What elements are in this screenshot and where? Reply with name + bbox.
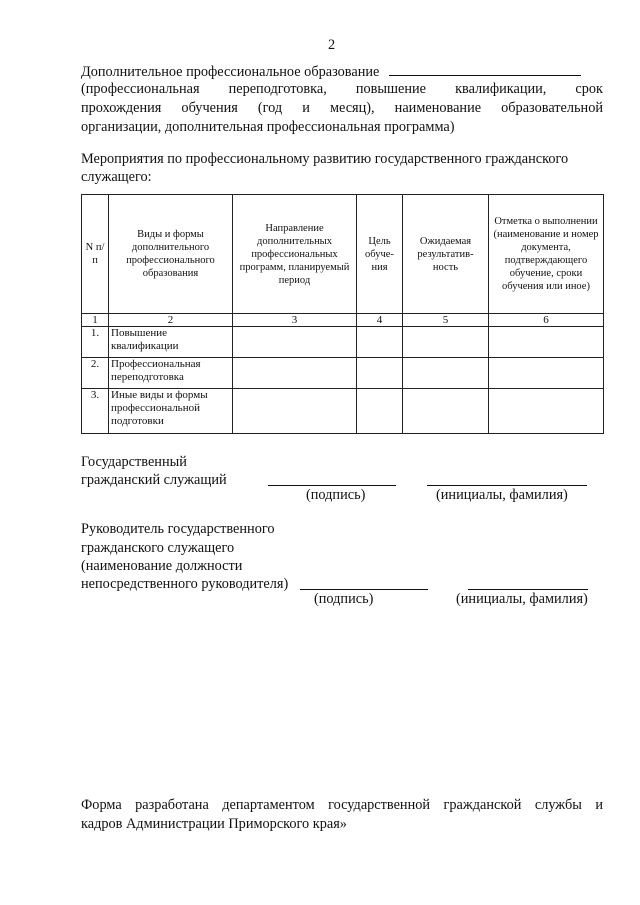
manager-label-line-1: Руководитель государственного <box>81 521 275 537</box>
row-direction-cell[interactable] <box>233 327 357 358</box>
manager-label-line-3: (наименование должности <box>81 558 243 574</box>
row-completion-cell[interactable] <box>489 327 604 358</box>
row-number: 2. <box>82 358 109 389</box>
row-education-type: Профессиональная переподготовка <box>109 358 233 389</box>
row-education-type: Иные виды и формы профессиональной подготовки <box>109 389 233 434</box>
measures-heading-line-2: служащего: <box>81 169 152 185</box>
column-number: 5 <box>403 314 489 327</box>
header-cell-number: N п/п <box>82 195 109 314</box>
column-number: 6 <box>489 314 604 327</box>
column-number: 4 <box>357 314 403 327</box>
education-hint-line-2: прохождения обучения (год и месяц), наименование образовательной <box>81 100 603 116</box>
row-education-type: Повышение квалификации <box>109 327 233 358</box>
education-label-line <box>81 61 603 82</box>
row-goal-cell[interactable] <box>357 327 403 358</box>
development-plan-table <box>81 194 604 434</box>
header-cell-direction: Направление дополнительных профессиональных программ, планируемый период <box>233 195 357 314</box>
education-label: Дополнительное профессиональное образование <box>81 64 380 80</box>
manager-label-line-2: гражданского служащего <box>81 540 235 556</box>
measures-heading-line-1: Мероприятия по профессиональному развитию государственного гражданского <box>81 151 569 167</box>
column-number: 1 <box>82 314 109 327</box>
table-header-row <box>82 195 604 314</box>
row-number: 1. <box>82 327 109 358</box>
manager-name-caption: (инициалы, фамилия) <box>456 591 588 607</box>
education-hint-line-1: (профессиональная переподготовка, повышение квалификации, срок <box>81 81 603 97</box>
row-goal-cell[interactable] <box>357 389 403 434</box>
header-cell-completion: Отметка о выполнении (наименование и номер документа, подтверждающего обучение, сроки обучения или иное) <box>489 195 604 314</box>
servant-signature-caption: (подпись) <box>306 487 366 503</box>
page-number: 2 <box>328 37 336 53</box>
row-direction-cell[interactable] <box>233 358 357 389</box>
row-result-cell[interactable] <box>403 327 489 358</box>
column-number: 2 <box>109 314 233 327</box>
header-cell-type: Виды и формы дополнительного профессионального образования <box>109 195 233 314</box>
servant-label-line-2: гражданский служащий <box>81 472 227 488</box>
row-goal-cell[interactable] <box>357 358 403 389</box>
footer-line-2: кадров Администрации Приморского края» <box>81 816 347 832</box>
education-hint-line-3: организации, дополнительная профессиональная программа) <box>81 119 455 135</box>
footer-line-1: Форма разработана департаментом государственной гражданской службы и <box>81 797 603 813</box>
row-direction-cell[interactable] <box>233 389 357 434</box>
table-row <box>82 327 604 358</box>
manager-signature-caption: (подпись) <box>314 591 374 607</box>
row-result-cell[interactable] <box>403 389 489 434</box>
table-row <box>82 358 604 389</box>
servant-label-line-1: Государственный <box>81 454 187 470</box>
column-number: 3 <box>233 314 357 327</box>
header-cell-result: Ожидаемая результатив-ность <box>403 195 489 314</box>
row-number: 3. <box>82 389 109 434</box>
servant-name-caption: (инициалы, фамилия) <box>436 487 568 503</box>
education-fill-line <box>389 61 581 76</box>
row-result-cell[interactable] <box>403 358 489 389</box>
column-number-row <box>82 314 604 327</box>
manager-label-line-4: непосредственного руководителя) <box>81 576 289 592</box>
table-row <box>82 389 604 434</box>
header-cell-goal: Цель обуче-ния <box>357 195 403 314</box>
row-completion-cell[interactable] <box>489 389 604 434</box>
row-completion-cell[interactable] <box>489 358 604 389</box>
